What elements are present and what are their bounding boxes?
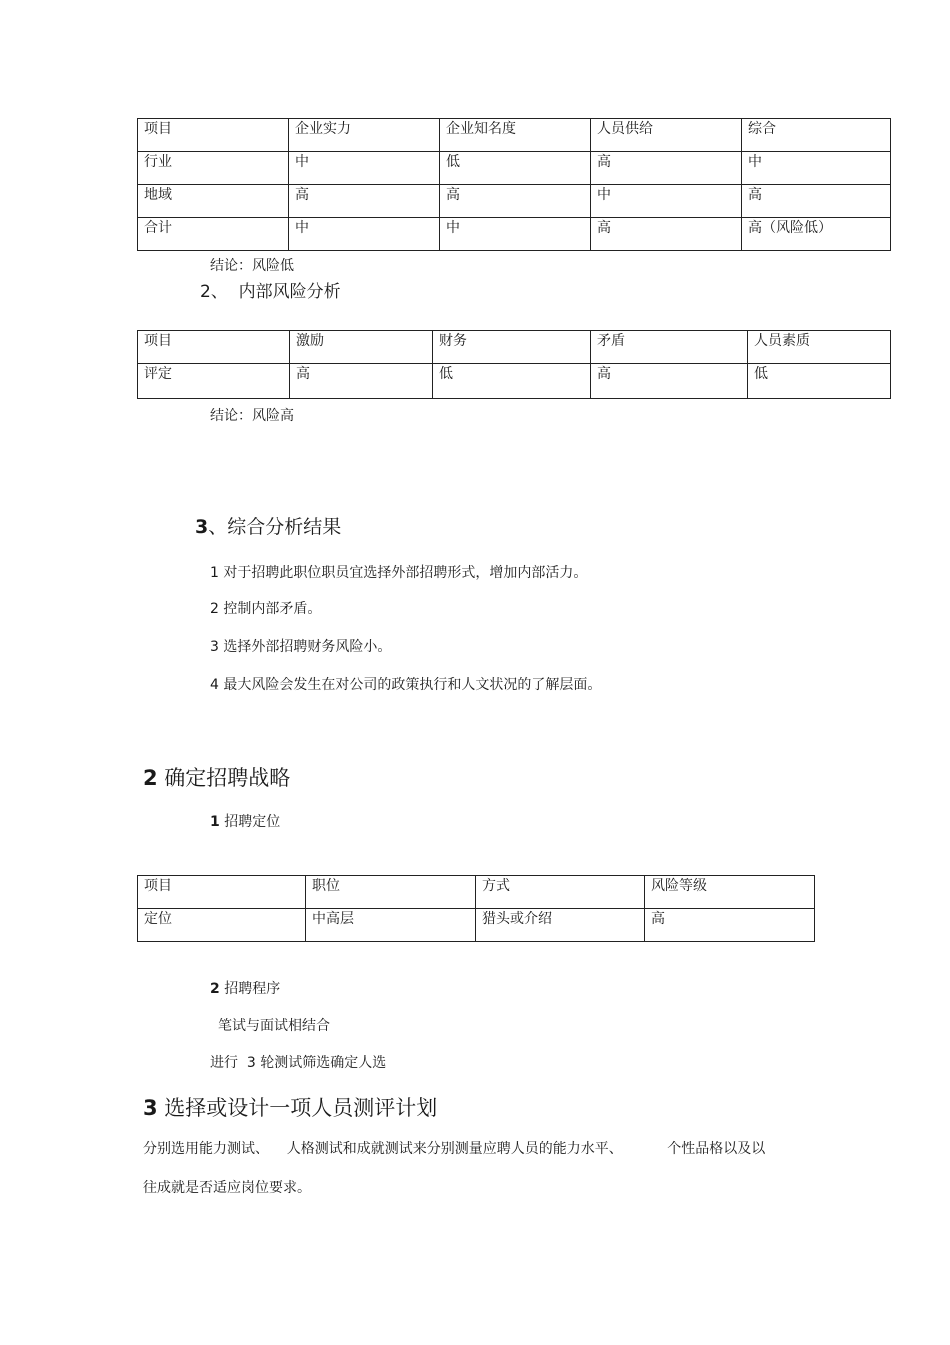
- table-cell: 合计: [138, 218, 289, 251]
- heading-recruitment-strategy: [143, 764, 290, 792]
- conclusion-internal: 结论：风险高: [210, 408, 294, 424]
- table-row: [138, 909, 815, 942]
- external-risk-table: [137, 118, 891, 251]
- heading-assessment-plan: [143, 1094, 437, 1122]
- section-number: 3: [195, 516, 209, 538]
- table-cell: 项目: [138, 119, 289, 152]
- plan-paragraph-line: 分别选用能力测试、 人格测试和成就测试来分别测量应聘人员的能力水平、 个性品格以及以: [143, 1141, 766, 1157]
- table-cell: 矛盾: [591, 331, 748, 364]
- table-cell: 中: [289, 218, 440, 251]
- table-cell: 人员供给: [591, 119, 742, 152]
- table-row: [138, 218, 891, 251]
- table-cell: 地域: [138, 185, 289, 218]
- table-cell: 高: [440, 185, 591, 218]
- subheading-title: 招聘定位: [219, 814, 281, 830]
- procedure-line: 进行 3 轮测试筛选确定人选: [210, 1055, 387, 1071]
- table-cell: 高: [645, 909, 815, 942]
- subheading-number: 1: [210, 814, 220, 830]
- table-row: [138, 119, 891, 152]
- subheading-positioning: [210, 813, 280, 831]
- table-cell: 项目: [138, 331, 290, 364]
- table-cell: 低: [440, 152, 591, 185]
- heading-number: 2: [143, 766, 158, 790]
- table-cell: 行业: [138, 152, 289, 185]
- table-cell: 中高层: [306, 909, 476, 942]
- plan-paragraph-line: 往成就是否适应岗位要求。: [143, 1180, 311, 1196]
- table-cell: 方式: [476, 876, 645, 909]
- section-title: 、综合分析结果: [208, 516, 342, 538]
- table-cell: 中: [742, 152, 891, 185]
- table-row: [138, 876, 815, 909]
- table-cell: 高: [591, 364, 748, 399]
- table-row: [138, 364, 891, 399]
- table-cell: 中: [440, 218, 591, 251]
- table-cell: 中: [289, 152, 440, 185]
- table-cell: 企业知名度: [440, 119, 591, 152]
- table-row: [138, 331, 891, 364]
- heading-number: 3: [143, 1096, 158, 1120]
- table-row: [138, 185, 891, 218]
- heading-title: 选择或设计一项人员测评计划: [157, 1096, 438, 1120]
- table-cell: 风险等级: [645, 876, 815, 909]
- result-item: 2 控制内部矛盾。: [210, 601, 322, 617]
- table-cell: 人员素质: [748, 331, 891, 364]
- table-cell: 高: [290, 364, 433, 399]
- table-cell: 低: [433, 364, 591, 399]
- table-cell: 高: [591, 152, 742, 185]
- result-item: 1 对于招聘此职位职员宜选择外部招聘形式，增加内部活力。: [210, 565, 588, 581]
- table-cell: 高: [289, 185, 440, 218]
- table-cell: 猎头或介绍: [476, 909, 645, 942]
- heading-title: 确定招聘战略: [157, 766, 291, 790]
- table-cell: 评定: [138, 364, 290, 399]
- section-heading-results: [195, 516, 341, 538]
- table-cell: 高: [742, 185, 891, 218]
- result-item: 3 选择外部招聘财务风险小。: [210, 639, 392, 655]
- subheading-title: 招聘程序: [219, 981, 281, 997]
- table-cell: 项目: [138, 876, 306, 909]
- procedure-line: 笔试与面试相结合: [218, 1018, 330, 1034]
- table-cell: 高: [591, 218, 742, 251]
- section-heading-internal: 2、 内部风险分析: [200, 282, 341, 302]
- table-cell: 低: [748, 364, 891, 399]
- conclusion-external: 结论：风险低: [210, 258, 294, 274]
- table-cell: 定位: [138, 909, 306, 942]
- table-cell: 高（风险低）: [742, 218, 891, 251]
- positioning-table: [137, 875, 815, 942]
- table-cell: 激励: [290, 331, 433, 364]
- table-cell: 综合: [742, 119, 891, 152]
- table-cell: 职位: [306, 876, 476, 909]
- result-item: 4 最大风险会发生在对公司的政策执行和人文状况的了解层面。: [210, 677, 602, 693]
- table-cell: 中: [591, 185, 742, 218]
- table-row: [138, 152, 891, 185]
- subheading-procedure: [210, 980, 280, 998]
- table-cell: 企业实力: [289, 119, 440, 152]
- table-cell: 财务: [433, 331, 591, 364]
- subheading-number: 2: [210, 981, 220, 997]
- internal-risk-table: [137, 330, 891, 399]
